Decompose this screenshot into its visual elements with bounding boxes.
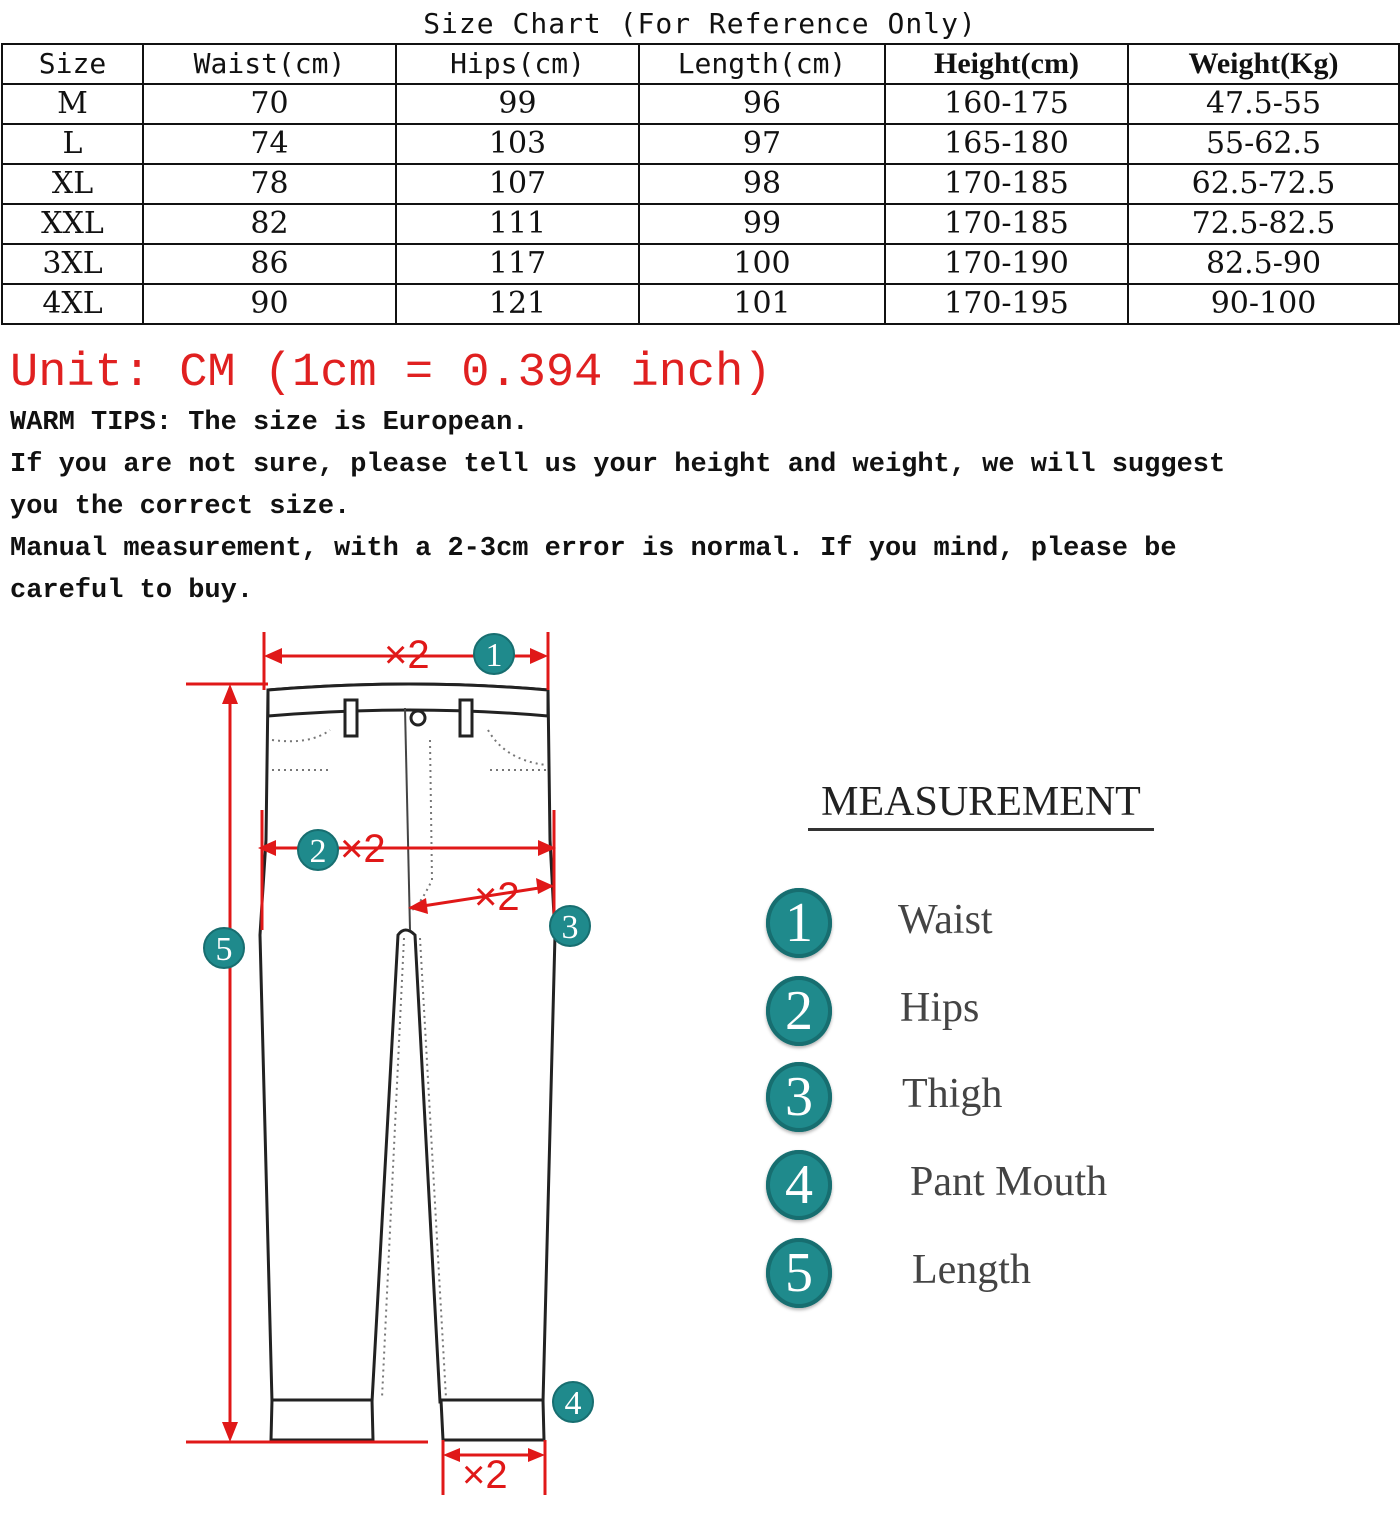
- cell-length: 98: [639, 164, 885, 204]
- cell-waist: 90: [143, 284, 396, 324]
- cell-weight: 72.5-82.5: [1128, 204, 1399, 244]
- chart-title: Size Chart (For Reference Only): [423, 7, 977, 40]
- column-header-height: Height(cm): [885, 44, 1128, 84]
- number-badge: 4: [766, 1150, 832, 1220]
- cell-size: M: [2, 84, 143, 124]
- cell-hips: 99: [396, 84, 639, 124]
- times-two-pant-mouth: ×2: [462, 1453, 508, 1497]
- table-row: [2, 124, 1399, 164]
- table-row: [2, 284, 1399, 324]
- badge-length: [204, 928, 244, 968]
- cell-height: 170-195: [885, 284, 1128, 324]
- cell-length: 100: [639, 244, 885, 284]
- cell-size: XL: [2, 164, 143, 204]
- cell-hips: 121: [396, 284, 639, 324]
- legend-label: Thigh: [902, 1071, 1003, 1117]
- badge-hips: [298, 830, 338, 870]
- table-row: [2, 244, 1399, 284]
- cell-size: L: [2, 124, 143, 164]
- cell-size: 3XL: [2, 244, 143, 284]
- cell-waist: 86: [143, 244, 396, 284]
- cell-weight: 62.5-72.5: [1128, 164, 1399, 204]
- unit-note: Unit: CM (1cm = 0.394 inch): [10, 347, 772, 400]
- table-row: [2, 204, 1399, 244]
- cell-length: 96: [639, 84, 885, 124]
- column-header-weight: Weight(Kg): [1128, 44, 1399, 84]
- table-row: [2, 164, 1399, 204]
- cell-weight: 55-62.5: [1128, 124, 1399, 164]
- cell-weight: 82.5-90: [1128, 244, 1399, 284]
- cell-length: 97: [639, 124, 885, 164]
- cell-height: 170-185: [885, 204, 1128, 244]
- cell-length: 101: [639, 284, 885, 324]
- legend-label: Hips: [900, 985, 980, 1031]
- times-two-waist: ×2: [384, 633, 430, 677]
- legend-label: Waist: [898, 897, 993, 943]
- legend-label: Pant Mouth: [910, 1159, 1108, 1205]
- cell-size: 4XL: [2, 284, 143, 324]
- cell-size: XXL: [2, 204, 143, 244]
- table-row: [2, 84, 1399, 124]
- column-header-length: Length(cm): [639, 44, 885, 84]
- warm-tips-line: WARM TIPS: The size is European.: [10, 408, 529, 438]
- number-badge: 5: [766, 1238, 832, 1308]
- badge-waist: [474, 634, 514, 674]
- cell-waist: 74: [143, 124, 396, 164]
- column-header-size: Size: [2, 44, 143, 84]
- pants-measurement-diagram: [0, 610, 720, 1510]
- cell-height: 170-185: [885, 164, 1128, 204]
- cell-waist: 70: [143, 84, 396, 124]
- legend-title: MEASUREMENT: [808, 778, 1154, 831]
- cell-height: 165-180: [885, 124, 1128, 164]
- svg-text:1: 1: [485, 637, 503, 674]
- cell-waist: 78: [143, 164, 396, 204]
- svg-text:2: 2: [309, 833, 327, 870]
- number-badge: 1: [766, 888, 832, 958]
- svg-text:3: 3: [561, 909, 579, 946]
- tips-line: careful to buy.: [10, 576, 254, 606]
- badge-pant-mouth: [553, 1382, 593, 1422]
- tips-line: you the correct size.: [10, 492, 351, 522]
- size-table: [1, 43, 1400, 325]
- cell-waist: 82: [143, 204, 396, 244]
- column-header-waist: Waist(cm): [143, 44, 396, 84]
- table-header-row: [2, 44, 1399, 84]
- cell-hips: 103: [396, 124, 639, 164]
- cell-hips: 117: [396, 244, 639, 284]
- cell-hips: 111: [396, 204, 639, 244]
- tips-line: If you are not sure, please tell us your height and weight, we will suggest: [10, 450, 1226, 480]
- times-two-thigh: ×2: [474, 875, 520, 919]
- pants-illustration: [260, 684, 555, 1440]
- number-badge: 3: [766, 1062, 832, 1132]
- number-badge: 2: [766, 976, 832, 1046]
- svg-text:4: 4: [564, 1385, 582, 1422]
- cell-weight: 47.5-55: [1128, 84, 1399, 124]
- times-two-hips: ×2: [340, 827, 386, 871]
- cell-hips: 107: [396, 164, 639, 204]
- cell-weight: 90-100: [1128, 284, 1399, 324]
- cell-height: 160-175: [885, 84, 1128, 124]
- svg-text:5: 5: [215, 931, 233, 968]
- cell-height: 170-190: [885, 244, 1128, 284]
- legend-label: Length: [912, 1247, 1031, 1293]
- column-header-hips: Hips(cm): [396, 44, 639, 84]
- badge-thigh: [550, 906, 590, 946]
- tips-line: Manual measurement, with a 2-3cm error is normal. If you mind, please be: [10, 534, 1177, 564]
- cell-length: 99: [639, 204, 885, 244]
